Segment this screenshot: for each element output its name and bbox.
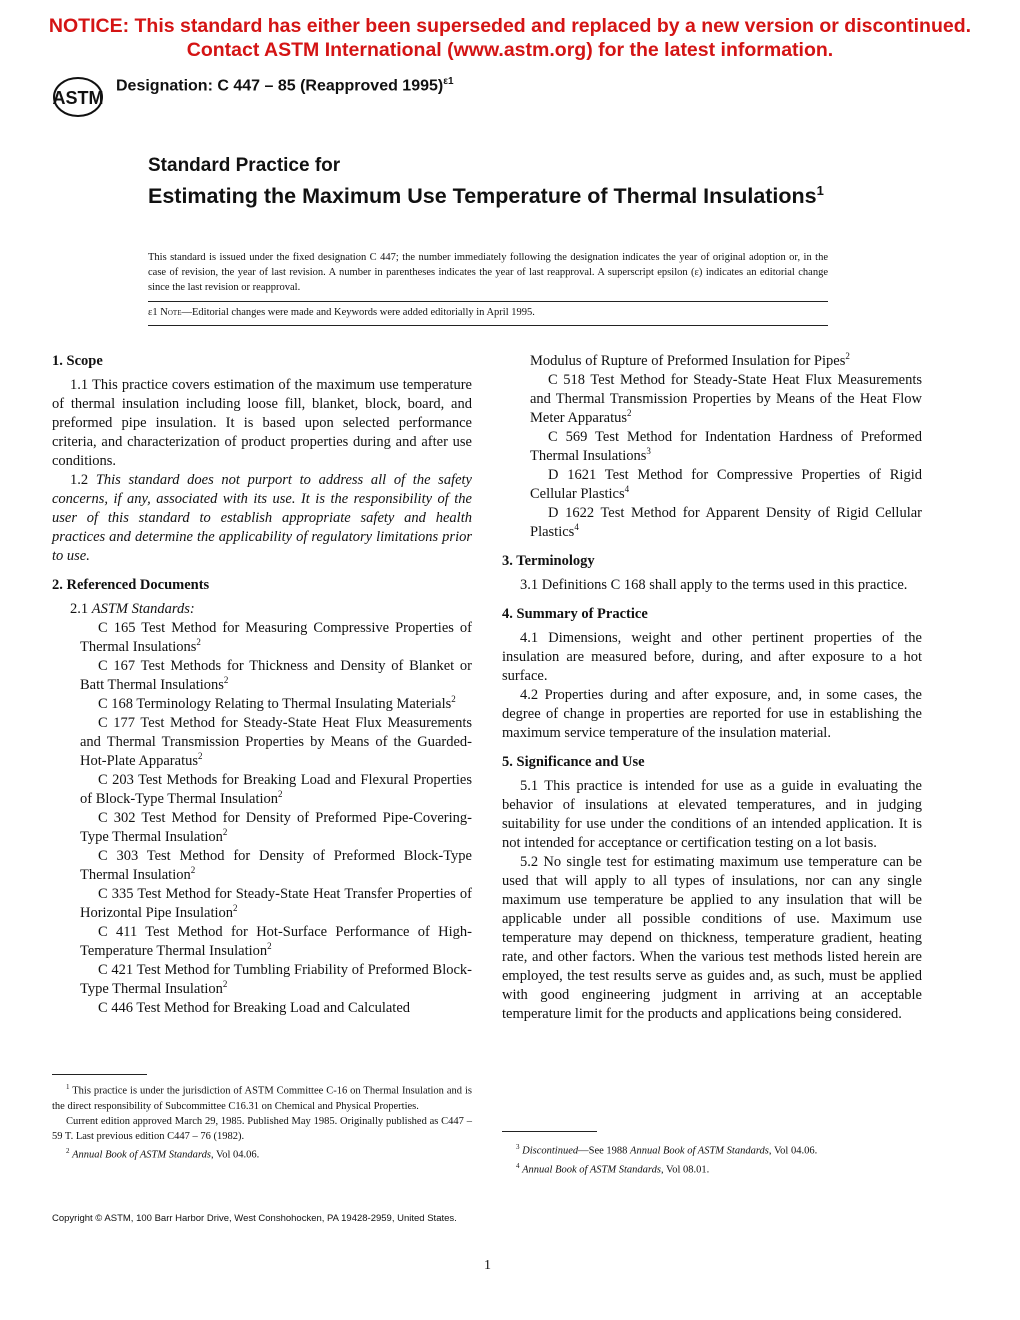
summary-4-2: 4.2 Properties during and after exposure, and, in some cases, the degree of change in properties are reported for use in establishing the maximum service temperature of the insulation material. (502, 687, 922, 741)
summary-4-1: 4.1 Dimensions, weight and other pertinent properties of the insulation are measured before, during, and after exposure to a hot surface. (502, 630, 922, 684)
reference-item: C 167 Test Methods for Thickness and Density of Blanket or Batt Thermal Insulations$^2$ (80, 658, 473, 693)
reference-item: C 303 Test Method for Density of Preformed Block-Type Thermal Insulation$^2$ (80, 848, 472, 883)
reference-item: C 569 Test Method for Indentation Hardness of Preformed Thermal Insulations$^3$ (530, 429, 922, 464)
notice-line-2: Contact ASTM International (www.astm.org) for the latest information. (186, 39, 834, 61)
section-heading-terminology: 3. Terminology (502, 553, 595, 569)
footnote-1b: Current edition approved March 29, 1985. Published May 1985. Originally published as C447 – 59 T. Last previous edition C447 – 76 (1982). (52, 1115, 472, 1142)
reference-item: C 335 Test Method for Steady-State Heat Transfer Properties of Horizontal Pipe Insulation$^2$ (80, 886, 473, 921)
significance-5-2: 5.2 No single test for estimating maximum use temperature can be used that will apply to all types of insulations, nor can any single maximum use temperature be applied to any insulation that will be applicable under all possible conditions of use. Maximum use temperature may depend on thickness, temperature gradient, heating rate, and other factors. When the various test methods listed herein are employed, the test results serve as guides and, as such, must be applied with good engineering judgment in arriving at an acceptable temperature limit for the products and applications being considered. (502, 854, 922, 1022)
right-column (502, 352, 922, 1024)
title-main-text: Estimating the Maximum Use Temperature of Thermal Insulations (148, 184, 817, 209)
reference-list (52, 619, 472, 1018)
referenced-2-1: 2.1 ASTM Standards: (70, 601, 195, 617)
reference-list-right (502, 371, 922, 542)
title-pre: Standard Practice for (148, 155, 341, 176)
reference-item: C 411 Test Method for Hot-Surface Performance of High-Temperature Thermal Insulation$^2$ (80, 924, 473, 959)
logo-text: ASTM (52, 88, 104, 108)
section-heading-summary: 4. Summary of Practice (502, 606, 648, 622)
footnotes-right (502, 1140, 922, 1177)
section-heading-referenced: 2. Referenced Documents (52, 577, 210, 593)
reference-item: C 302 Test Method for Density of Preformed Pipe-Covering-Type Thermal Insulation$^2$ (80, 810, 472, 845)
reference-item: C 168 Terminology Relating to Thermal Insulating Materials$^2$ (98, 694, 456, 712)
reference-item: C 446 Test Method for Breaking Load and Calculated (98, 1000, 411, 1016)
reference-item: C 203 Test Methods for Breaking Load and Flexural Properties of Block-Type Thermal Insulation$^2$ (80, 772, 473, 807)
reference-item: C 177 Test Method for Steady-State Heat Flux Measurements and Thermal Transmission Properties by Means of the Guarded-Hot-Plate Apparatus$^2$ (80, 715, 473, 769)
title-sup: 1 (816, 183, 824, 198)
reference-item: C 518 Test Method for Steady-State Heat Flux Measurements and Thermal Transmission Properties by Means of the Heat Flow Meter Apparatus$^2$ (530, 372, 923, 426)
designation-text: Designation: C 447 – 85 (Reapproved 1995) (116, 77, 444, 95)
footnote-3: $^3$ Discontinued—See 1988 Annual Book of ASTM Standards, Vol 04.06. (516, 1143, 818, 1157)
editorial-note (148, 307, 828, 318)
divider (148, 301, 828, 302)
page-title (148, 178, 848, 209)
left-column (52, 352, 472, 1018)
significance-5-1: 5.1 This practice is intended for use as a guide in evaluating the behavior of insulations at elevated temperatures, and in judging suitability for use under the conditions of an intended application. It is not intended for acceptance or certification testing on a lot basis. (502, 778, 922, 851)
notice-banner (0, 14, 1020, 62)
designation (116, 76, 454, 95)
editorial-label: Note (160, 307, 182, 318)
reference-item: D 1621 Test Method for Compressive Properties of Rigid Cellular Plastics$^4$ (530, 467, 922, 502)
editorial-epsilon: ε1 (148, 307, 158, 318)
section-heading-scope: 1. Scope (52, 353, 103, 369)
issued-note: This standard is issued under the fixed designation C 447; the number immediately following the designation indicates the year of original adoption or, in the case of revision, the year of last revision. A number in parentheses indicates the year of last reapproval. A superscript epsilon (ε) indicates an editorial change since the last revision or reapproval. (148, 252, 828, 293)
title-block (148, 154, 848, 209)
divider (148, 325, 828, 326)
reference-continuation: Modulus of Rupture of Preformed Insulation for Pipes$^2$ (530, 351, 850, 369)
designation-sup: ε1 (443, 76, 454, 87)
reference-item: C 421 Test Method for Tumbling Friability of Preformed Block-Type Thermal Insulation$^2$ (80, 962, 472, 997)
reference-item: C 165 Test Method for Measuring Compressive Properties of Thermal Insulations$^2$ (80, 620, 473, 655)
editorial-text: —Editorial changes were made and Keywords were added editorially in April 1995. (181, 307, 535, 318)
notice-line-1: NOTICE: This standard has either been superseded and replaced by a new version or discontinued. (48, 15, 972, 37)
copyright: Copyright © ASTM, 100 Barr Harbor Drive, West Conshohocken, PA 19428-2959, United States. (52, 1213, 457, 1224)
scope-1-1: 1.1 This practice covers estimation of the maximum use temperature of thermal insulation including loose fill, blanket, block, board, and preformed pipe insulation. It is based upon selected performance criteria, and characterization of product properties during and after use conditions. (52, 377, 472, 469)
page-number: 1 (484, 1258, 491, 1273)
footnote-4: $^4$ Annual Book of ASTM Standards, Vol 08.01. (516, 1161, 710, 1175)
footnotes-left (52, 1080, 472, 1162)
astm-logo-icon (52, 77, 104, 117)
scope-1-2: 1.2 This standard does not purport to address all of the safety concerns, if any, associated with its use. It is the responsibility of the user of this standard to establish appropriate safety and health practices and determine the applicability of regulatory limitations prior to use. (52, 472, 472, 564)
footnote-divider (52, 1074, 147, 1075)
footnote-divider (502, 1131, 597, 1132)
scope-1-2-text: This standard does not purport to address all of the safety concerns, if any, associated with its use. It is the responsibility of the user of this standard to establish appropriate safety and health practices and determine the applicability of regulatory limitations prior to use. (52, 472, 472, 564)
footnote-2: $^2$ Annual Book of ASTM Standards, Vol 04.06. (66, 1146, 260, 1160)
terminology-3-1: 3.1 Definitions C 168 shall apply to the terms used in this practice. (520, 577, 908, 593)
footnote-1: $^1$ This practice is under the jurisdiction of ASTM Committee C-16 on Thermal Insulation and is the direct responsibility of Subcommittee C16.31 on Chemical and Physical Properties. (52, 1083, 472, 1112)
section-heading-significance: 5. Significance and Use (502, 754, 645, 770)
reference-item: D 1622 Test Method for Apparent Density of Rigid Cellular Plastics$^4$ (530, 505, 922, 540)
